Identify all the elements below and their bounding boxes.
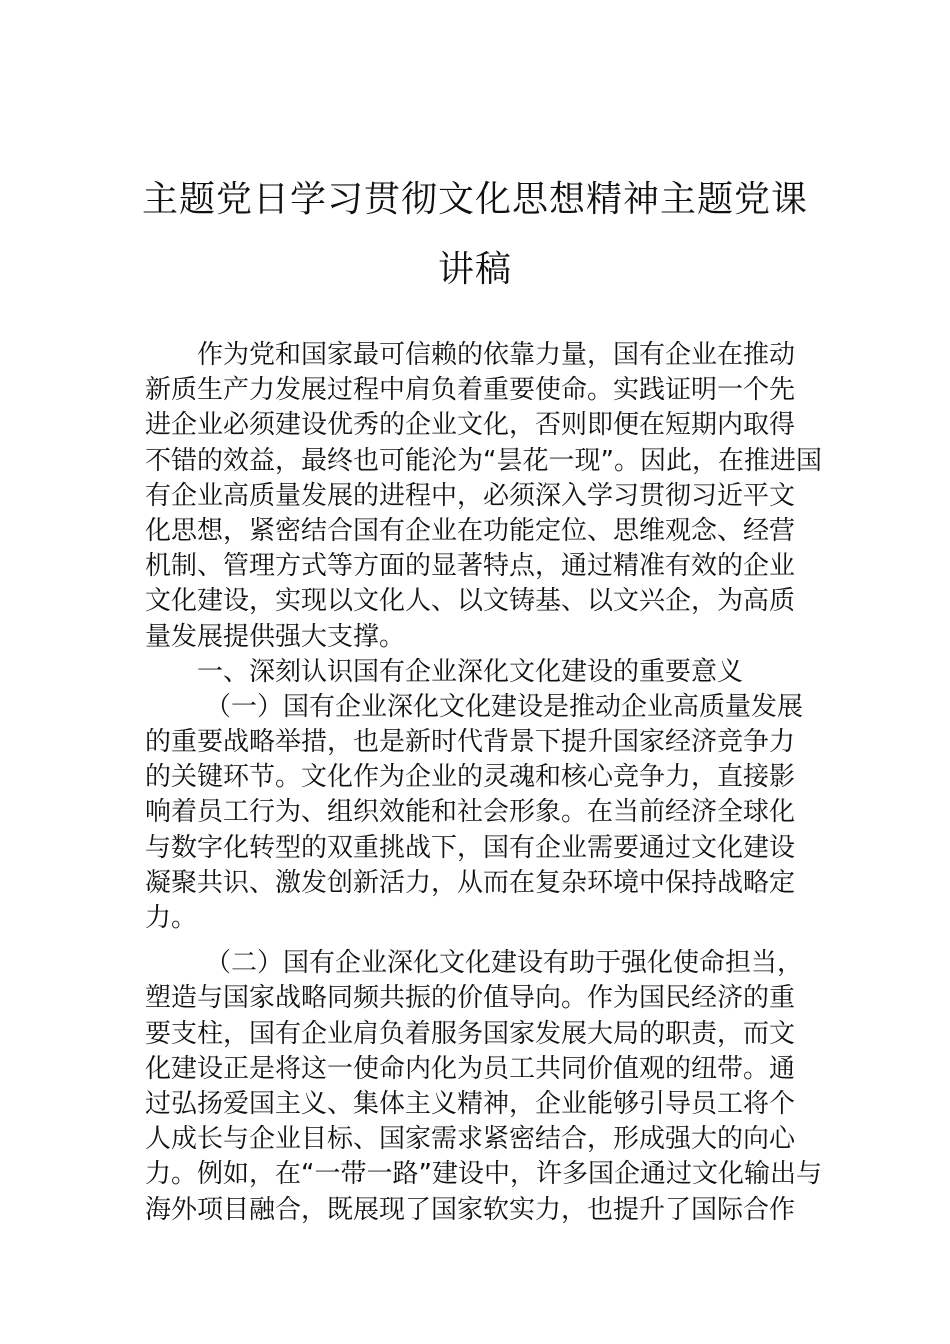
text-line: 要支柱，国有企业肩负着服务国家发展大局的职责，而文 [145,1018,796,1049]
text-line: 力。 [145,903,198,933]
paragraph-spacer [145,936,807,946]
document-title-line-1: 主题党日学习贯彻文化思想精神主题党课 [141,179,808,220]
text-line: （二）国有企业深化文化建设有助于强化使命担当， [205,948,804,979]
document-title-line-2: 讲稿 [437,249,512,290]
paragraph-intro [145,338,822,655]
text-line: （一）国有企业深化文化建设是推动企业高质量发展 [205,691,804,722]
document-body [145,338,822,1228]
text-line: 过弘扬爱国主义、集体主义精神，企业能够引导员工将个 [145,1088,796,1119]
text-line: 与数字化转型的双重挑战下，国有企业需要通过文化建设 [145,832,796,863]
paragraph-section-1-2 [145,946,822,1228]
text-line: 不错的效益，最终也可能沦为“昙花一现”。因此，在推进国 [145,445,822,476]
text-line: 有企业高质量发展的进程中，必须深入学习贯彻习近平文 [145,480,796,511]
text-line: 文化建设，实现以文化人、以文铸基、以文兴企，为高质 [145,586,796,617]
text-line: 凝聚共识、激发创新活力，从而在复杂环境中保持战略定 [145,867,796,898]
text-line: 响着员工行为、组织效能和社会形象。在当前经济全球化 [145,797,796,828]
text-line: 进企业必须建设优秀的企业文化，否则即便在短期内取得 [145,410,796,441]
text-line: 机制、管理方式等方面的显著特点，通过精准有效的企业 [145,551,796,582]
text-line: 化建设正是将这一使命内化为员工共同价值观的纽带。通 [145,1053,796,1084]
text-line: 量发展提供强大支撑。 [145,621,406,652]
text-line: 作为党和国家最可信赖的依靠力量，国有企业在推动 [197,340,796,370]
section-heading: 一、深刻认识国有企业深化文化建设的重要意义 [197,656,744,687]
text-line: 的关键环节。文化作为企业的灵魂和核心竞争力，直接影 [145,762,796,793]
text-line: 力。例如，在“一带一路”建设中，许多国企通过文化输出与 [145,1159,822,1190]
text-line: 化思想，紧密结合国有企业在功能定位、思维观念、经营 [145,515,796,546]
text-line: 新质生产力发展过程中肩负着重要使命。实践证明一个先 [145,375,796,406]
text-line: 塑造与国家战略同频共振的价值导向。作为国民经济的重 [145,983,796,1014]
text-line: 的重要战略举措，也是新时代背景下提升国家经济竞争力 [145,727,796,758]
paragraph-section-1-1 [145,690,807,936]
text-line: 海外项目融合，既展现了国家软实力，也提升了国际合作 [145,1194,796,1225]
text-line: 人成长与企业目标、国家需求紧密结合，形成强大的向心 [145,1124,796,1155]
